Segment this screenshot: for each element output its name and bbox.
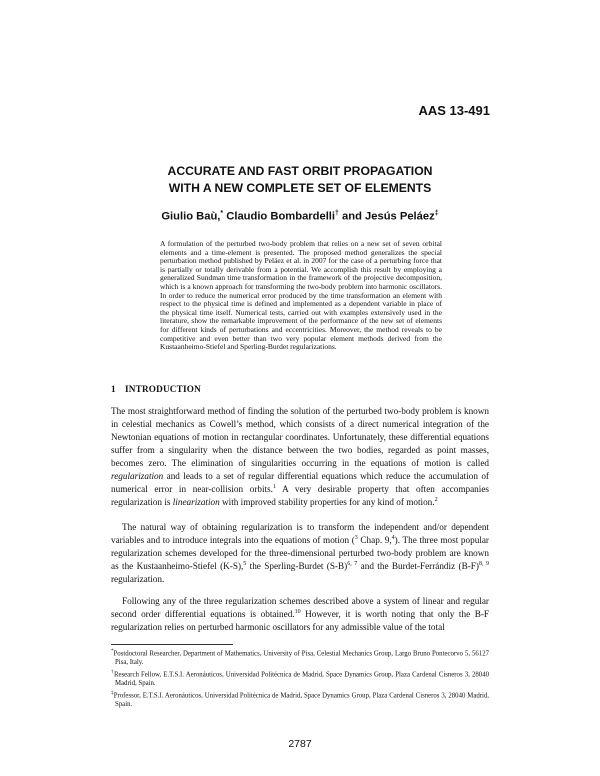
footnote [111, 690, 489, 709]
citation-mark: 2 [434, 496, 438, 503]
title-line-1: ACCURATE AND FAST ORBIT PROPAGATION [167, 164, 433, 178]
author-name: Giulio Baù, [161, 210, 221, 223]
text-run: The natural way of obtaining regularization is to transform the independent and/or dependent variables and to introduce integrals into the equations of motion ( [111, 522, 489, 545]
text-run: and the Burdet-Ferrándiz (B-F) [357, 561, 479, 571]
footnote [111, 669, 489, 688]
citation-mark: 10 [294, 608, 301, 615]
text-run: and leads to a set of regular differential equations which reduce the accumulation of numerical error in near-collision orbits. [111, 471, 489, 494]
page-number: 2787 [288, 738, 312, 750]
author-list [0, 210, 600, 223]
text-run: However, it is worth noting that only the B-F regularization relies on perturbed harmonic oscillators for any admissible value of the total [111, 609, 490, 632]
emphasis-term: linearization [172, 497, 220, 507]
citation-mark: 1 [272, 483, 276, 490]
paper-title [0, 163, 600, 197]
title-line-2: WITH A NEW COMPLETE SET OF ELEMENTS [168, 181, 432, 195]
document-id: AAS 13-491 [418, 103, 490, 118]
text-run: regularization. [111, 574, 165, 584]
citation-mark: 6, 7 [347, 560, 358, 567]
footnote-text: Professor, E.T.S.I. Aeronáuticos, Universidad Politécnica de Madrid, Space Dynamics Group, Plaza Cardenal Cisneros 3, 28040 Madrid, Spain. [113, 692, 489, 708]
footnotes [111, 648, 489, 711]
section-number: 1 [111, 384, 116, 394]
author-footnote-mark: † [335, 210, 339, 217]
abstract: A formulation of the perturbed two-body problem that relies on a new set of seven orbital elements and a time-element is presented. The proposed method generalizes the special perturbation method published by Peláez et al. in 2007 for the case of a perturbing force that is partially or totally derivable from a potential. We accomplish this result by employing a generalized Sundman time transformation in the framework of the projective decomposition, which is a known approach for transforming the two-body problem into harmonic oscillators. In order to reduce the numerical error produced by the time transformation an element with respect to the physical time is defined and implemented as a dependent variable in place of the physical time itself. Numerical tests, carried out with examples extensively used in the literature, show the remarkable improvement of the performance of the new set of elements for different kinds of perturbations and eccentricities. Moreover, the method reveals to be competitive and even better than two very popular element methods derived from the Kustaanheimo-Stiefel and Sperling-Burdet regularizations. [160, 239, 442, 352]
footnote-text: Postdoctoral Researcher, Department of Mathematics, University of Pisa, Celestial Mechanics Group, Largo Bruno Pontecorvo 5, 56127 Pisa, Italy. [113, 650, 489, 666]
text-run: Following any of the three regularization schemes described above a system of linear and regular second order differential equations is obtained. [111, 596, 489, 619]
text-run: with improved stability properties for any kind of motion. [219, 497, 435, 507]
citation-mark: 5 [243, 560, 247, 567]
citation-mark: 3 [354, 534, 358, 541]
author-name: and Jesús Peláez [342, 210, 435, 223]
citation-mark: 8, 9 [478, 560, 490, 567]
footnote-mark: * [111, 649, 114, 654]
footnote-mark: ‡ [111, 691, 114, 697]
author-name: Claudio Bombardelli [226, 210, 336, 223]
body-paragraph-2 [111, 521, 489, 586]
body-paragraph-3 [111, 595, 489, 634]
footnote-divider [111, 644, 233, 645]
citation-mark: 4 [391, 534, 395, 541]
author-footnote-mark: * [220, 210, 224, 217]
text-run: the Sperling-Burdet (S-B) [246, 561, 348, 571]
text-run: ). The three most popular regularization schemes developed for the three-dimensional perturbed two-body problem are known as the Kustaanheimo-Stiefel (K-S), [111, 535, 489, 571]
text-run: Chap. 9, [357, 535, 392, 545]
footnote-mark: † [111, 670, 114, 676]
emphasis-term: regularization [111, 471, 164, 481]
footnote-text: Research Fellow, E.T.S.I. Aeronáuticos, Universidad Politécnica de Madrid, Space Dynamics Group, Plaza Cardenal Cisneros 3, 28040 Madrid, Spain. [113, 671, 489, 687]
section-title: INTRODUCTION [125, 384, 201, 394]
body-paragraph-1 [111, 405, 489, 509]
text-run: A very desirable property that often accompanies regularization is [111, 484, 489, 507]
footnote [111, 648, 489, 667]
text-run: The most straightforward method of finding the solution of the perturbed two-body problem is known in celestial mechanics as Cowell’s method, which consists of a direct numerical integration of the Newtonian equations of motion in rectangular coordinates. Unfortunately, these differential equations suffer from a singularity when the distance between the two bodies, regarded as point masses, becomes zero. The elimination of singularities occurring in the equations of motion is called [111, 406, 489, 468]
author-footnote-mark: ‡ [434, 210, 439, 217]
section-heading [111, 384, 201, 394]
